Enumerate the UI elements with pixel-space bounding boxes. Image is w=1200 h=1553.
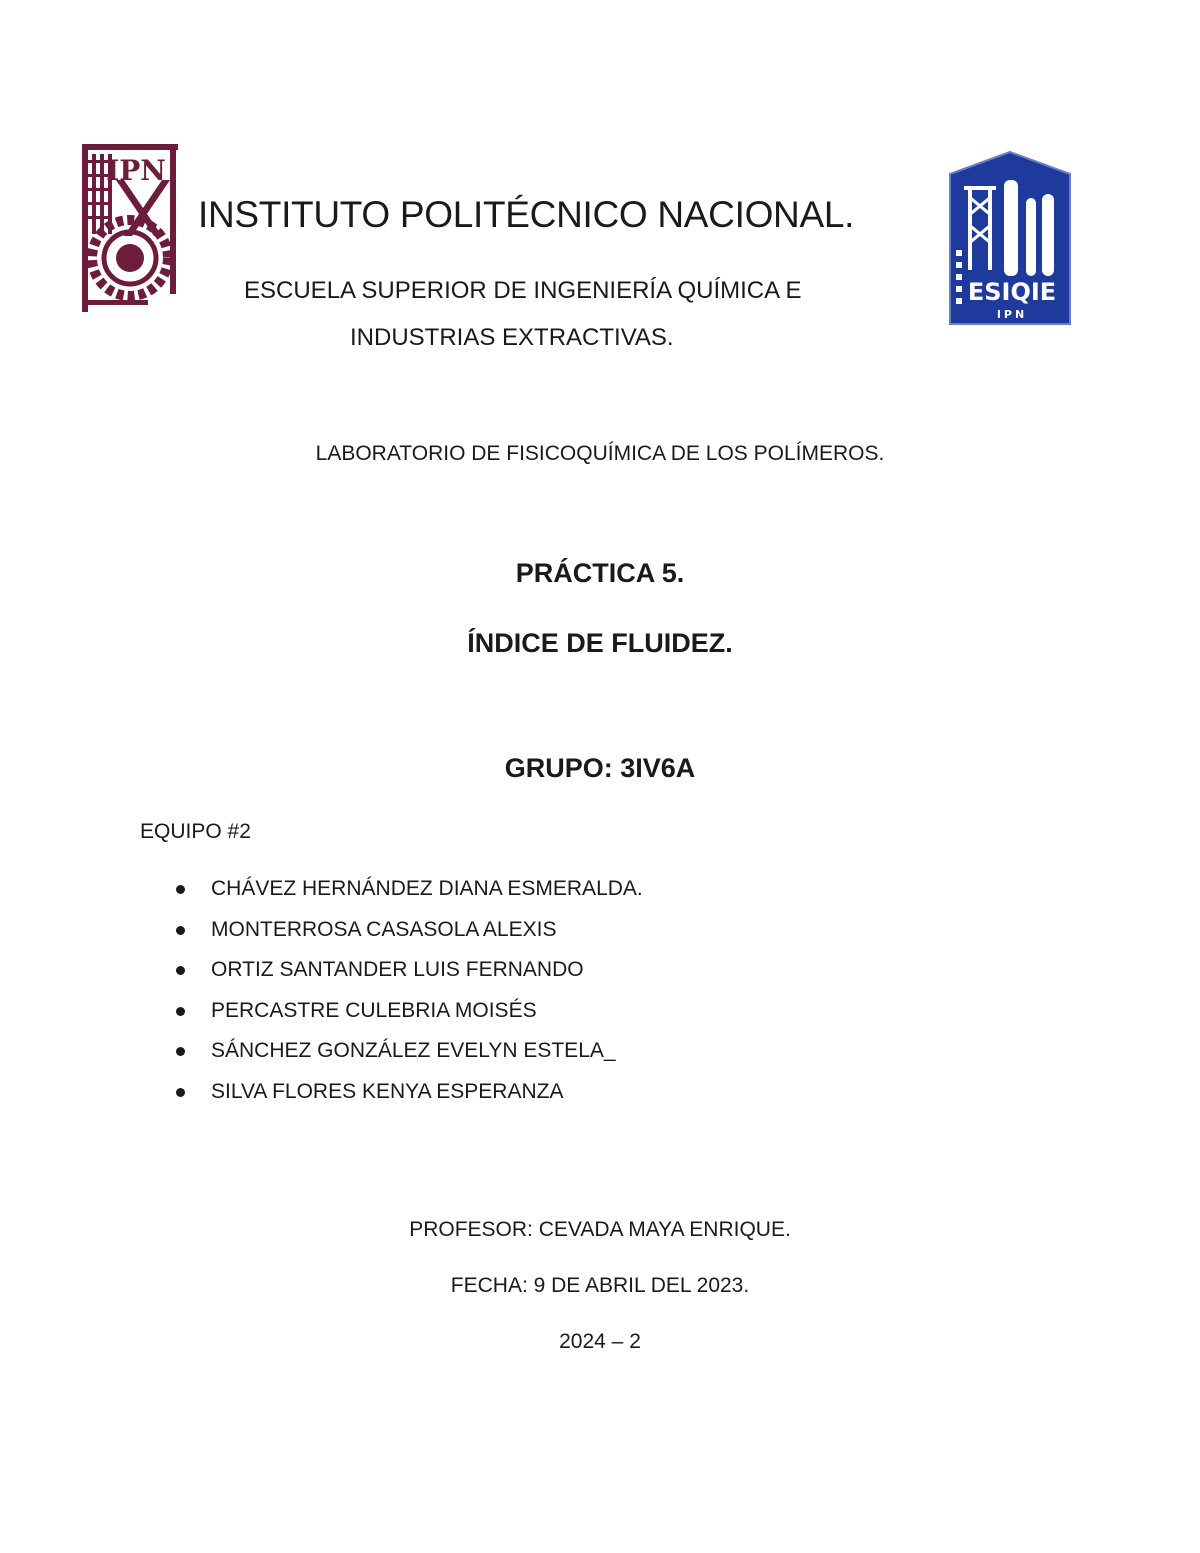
team-member — [170, 914, 643, 955]
team-member-name: MONTERROSA CASASOLA ALEXIS — [211, 917, 557, 941]
school-period: 2024 – 2 — [559, 1330, 641, 1353]
lab-title: LABORATORIO DE FISICOQUÍMICA DE LOS POLÍMEROS. — [315, 442, 885, 465]
bullet-icon — [176, 926, 185, 935]
esiqie-logo-subtext: IPN — [996, 308, 1028, 321]
esiqie-logo — [946, 150, 1074, 326]
date: FECHA: 9 DE ABRIL DEL 2023. — [450, 1274, 750, 1297]
team-member-list — [170, 873, 643, 1117]
bullet-icon — [176, 1047, 185, 1056]
practice-number: PRÁCTICA 5. — [515, 558, 685, 588]
practice-title: ÍNDICE DE FLUIDEZ. — [467, 628, 733, 658]
team-member — [170, 1035, 643, 1076]
team-member-name: ORTIZ SANTANDER LUIS FERNANDO — [211, 958, 584, 982]
professor-name: PROFESOR: CEVADA MAYA ENRIQUE. — [409, 1218, 791, 1241]
team-member — [170, 1076, 643, 1117]
team-member-name: PERCASTRE CULEBRIA MOISÉS — [211, 998, 537, 1022]
bullet-icon — [176, 966, 185, 975]
group-label: GRUPO: 3IV6A — [504, 753, 696, 783]
team-member-name: SILVA FLORES KENYA ESPERANZA — [211, 1079, 564, 1103]
bullet-icon — [176, 885, 185, 894]
bullet-icon — [176, 1007, 185, 1016]
school-name-line-1: ESCUELA SUPERIOR DE INGENIERÍA QUÍMICA E — [244, 277, 802, 304]
team-member-name: SÁNCHEZ GONZÁLEZ EVELYN ESTELA_ — [211, 1039, 616, 1063]
team-member-name: CHÁVEZ HERNÁNDEZ DIANA ESMERALDA. — [211, 877, 643, 900]
team-member — [170, 995, 643, 1036]
institution-title: INSTITUTO POLITÉCNICO NACIONAL. — [198, 194, 855, 235]
bullet-icon — [176, 1088, 185, 1097]
team-member — [170, 954, 643, 995]
esiqie-logo-text: ESIQIE — [967, 278, 1057, 306]
school-name-line-2: INDUSTRIAS EXTRACTIVAS. — [350, 324, 674, 351]
ipn-logo — [76, 140, 182, 316]
team-member — [170, 873, 643, 914]
ipn-logo-text: IPN — [106, 154, 166, 187]
team-label: EQUIPO #2 — [140, 820, 251, 843]
